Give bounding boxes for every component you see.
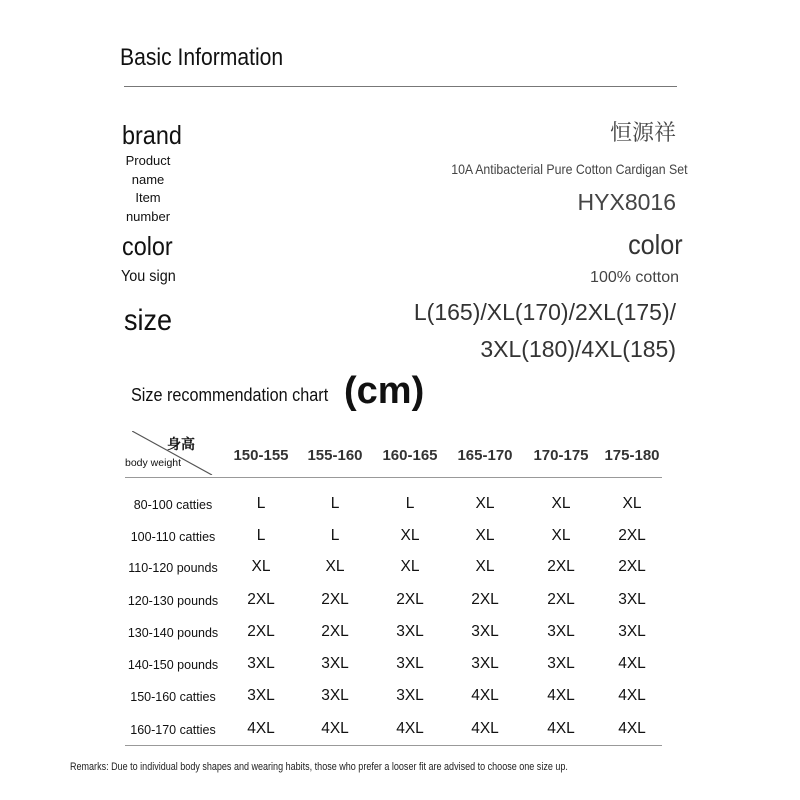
size-cell: 2XL [618,558,646,575]
size-cell: 2XL [247,591,275,608]
item-number-label-line1: Item [135,190,161,205]
table-row [125,522,662,552]
you-sign-label: You sign [121,268,176,285]
size-cell: 3XL [396,655,424,672]
size-chart-title: Size recommendation chart [131,385,329,405]
size-cell: L [330,527,340,544]
row-weight-label: 110-120 pounds [128,561,218,575]
size-chart-unit: (cm) [344,370,425,412]
size-value-line2: 3XL(180)/4XL(185) [480,336,676,362]
row-weight-label: 80-100 catties [133,498,213,512]
size-cell: 3XL [471,623,499,640]
size-cell: 4XL [618,655,646,672]
table-row [125,650,662,680]
size-cell: 4XL [396,720,424,737]
row-weight-label: 140-150 pounds [127,658,219,672]
size-cell: XL [400,558,420,575]
size-cell: 4XL [618,720,646,737]
table-row [125,682,662,712]
column-header: 150-155 [233,447,289,464]
row-weight-label: 150-160 catties [130,690,216,704]
size-cell: XL [475,527,495,544]
header-height-label: 身高 [167,436,195,452]
column-header: 160-165 [382,447,438,464]
size-cell: 3XL [471,655,499,672]
column-header: 155-160 [307,447,363,464]
row-weight-label: 100-110 catties [130,530,216,544]
table-row [125,715,662,745]
size-cell: 3XL [321,687,349,704]
size-cell: 3XL [396,687,424,704]
header-divider [125,477,662,478]
size-cell: XL [251,558,271,575]
size-cell: L [405,495,415,512]
size-value-line1: L(165)/XL(170)/2XL(175)/ [413,299,676,325]
size-cell: 2XL [247,623,275,640]
size-cell: L [330,495,340,512]
brand-value: 恒源祥 [609,120,676,145]
size-cell: L [256,527,266,544]
size-cell: 2XL [321,623,349,640]
size-cell: 4XL [321,720,349,737]
size-cell: XL [325,558,345,575]
row-weight-label: 120-130 pounds [127,594,219,608]
brand-label: brand [122,120,182,150]
size-cell: 4XL [471,687,499,704]
item-number-label-line2: number [125,208,171,224]
remarks-text: Remarks: Due to individual body shapes and wearing habits, those who prefer a looser fit are advised to choose one size up. [70,761,568,773]
size-table [125,430,662,750]
header-weight-label: body weight [125,457,182,469]
size-cell: XL [400,527,420,544]
size-cell: XL [622,495,642,512]
product-name-value: 10A Antibacterial Pure Cotton Cardigan Set [451,161,688,177]
size-cell: 4XL [618,687,646,704]
size-cell: 2XL [396,591,424,608]
size-cell: 3XL [547,655,575,672]
you-sign-value: 100% cotton [590,269,679,286]
size-cell: 4XL [247,720,275,737]
color-value: color [628,229,683,260]
product-name-label [118,152,178,189]
table-bottom-divider [125,745,662,746]
row-weight-label: 160-170 catties [130,723,216,737]
size-cell: 2XL [547,558,575,575]
row-weight-label: 130-140 pounds [127,626,219,640]
size-cell: XL [551,495,571,512]
size-cell: 2XL [471,591,499,608]
size-cell: 4XL [471,720,499,737]
size-cell: 2XL [547,591,575,608]
item-number-label [118,189,178,226]
size-cell: 2XL [321,591,349,608]
size-cell: L [256,495,266,512]
size-cell: 3XL [618,623,646,640]
item-number-value: HYX8016 [577,189,676,215]
table-row [125,553,662,583]
color-label: color [122,231,173,261]
size-cell: 3XL [396,623,424,640]
size-cell: 3XL [247,687,275,704]
size-cell: 3XL [247,655,275,672]
size-cell: 3XL [618,591,646,608]
column-header: 175-180 [604,447,660,464]
column-header: 170-175 [533,447,589,464]
page-title: Basic Information [120,44,284,71]
table-row [125,490,662,520]
product-name-label-line1: Product [125,153,171,168]
size-cell: XL [475,495,495,512]
column-header: 165-170 [457,447,513,464]
size-cell: 4XL [547,687,575,704]
size-cell: XL [475,558,495,575]
size-cell: 3XL [321,655,349,672]
size-cell: 3XL [547,623,575,640]
title-divider [124,86,677,87]
product-name-label-line2: name [131,171,165,187]
size-cell: 4XL [547,720,575,737]
size-label: size [124,304,173,337]
table-row [125,586,662,616]
table-row [125,618,662,648]
size-cell: XL [551,527,571,544]
size-cell: 2XL [618,527,646,544]
